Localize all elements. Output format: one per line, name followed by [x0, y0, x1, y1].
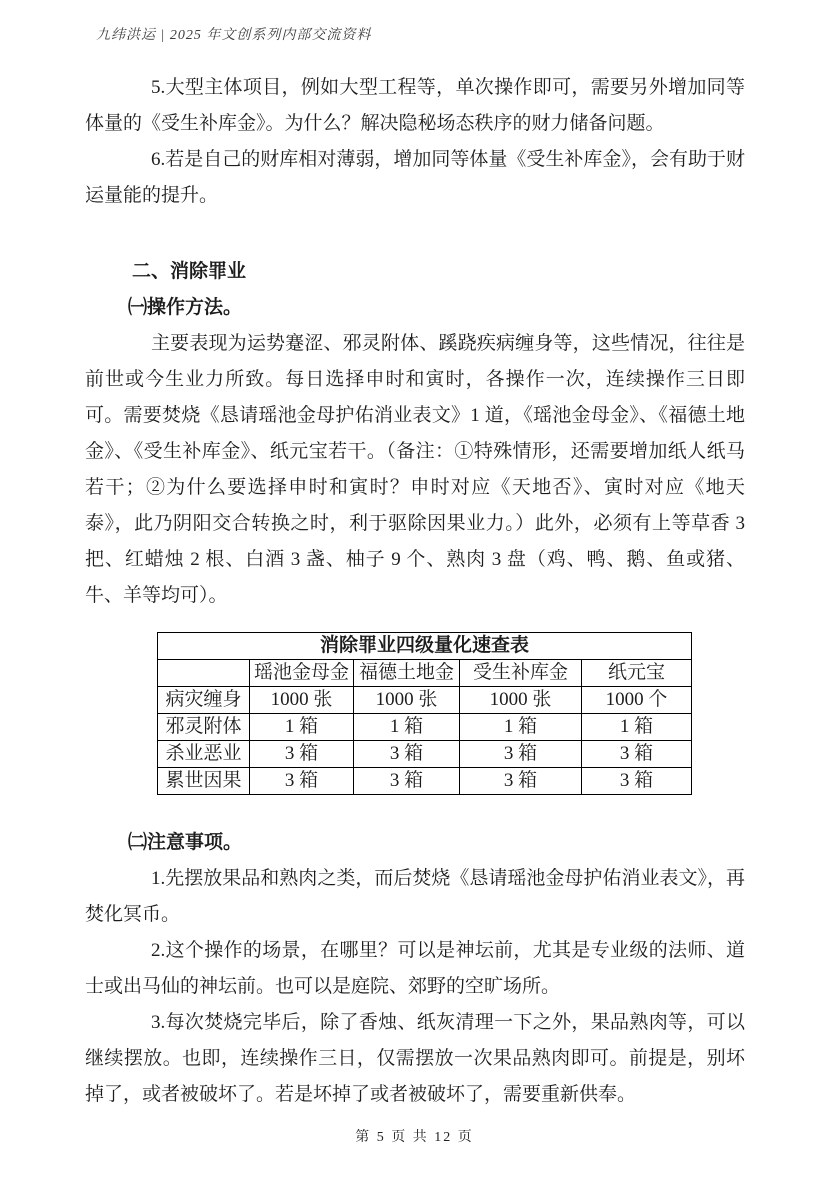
- subsection-heading-notes: ㈡注意事项。: [128, 832, 243, 853]
- table-cell: 1 箱: [354, 714, 460, 741]
- table-cell: 3 箱: [354, 768, 460, 795]
- table-header-cell: 纸元宝: [582, 660, 692, 687]
- table-cell: 1 箱: [250, 714, 354, 741]
- table-cell: 1 箱: [460, 714, 582, 741]
- table-header-cell: 受生补库金: [460, 660, 582, 687]
- table-cell: 1000 张: [460, 687, 582, 714]
- page-footer: 第 5 页 共 12 页: [355, 1130, 474, 1145]
- note-paragraph-2: 2.这个操作的场景，在哪里？可以是神坛前，尤其是专业级的法师、道士或出马仙的神坛前。也可以是庭院、郊野的空旷场所。: [85, 940, 745, 997]
- row-label: 杀业恶业: [158, 741, 250, 768]
- row-label: 病灾缠身: [158, 687, 250, 714]
- table-cell: 1000 个: [582, 687, 692, 714]
- method-paragraph: 主要表现为运势蹇涩、邪灵附体、蹊跷疾病缠身等，这些情况，往往是前世或今生业力所致。每日选择申时和寅时，各操作一次，连续操作三日即可。需要焚烧《恳请瑶池金母护佑消业表文》1 道，《瑶池金母金》、《福德土地金》、《受生补库金》、纸元宝若干。（备注：①特殊情形，还需要增加纸人纸马若干；②为什么要选择申时和寅时？申时对应《天地否》、寅时对应《地天泰》，此乃阴阳交合转换之时，利于驱除因果业力。）此外，必须有上等草香 3 把、红蜡烛 2 根、白酒 3 盏、柚子 9 个、熟肉 3 盘（鸡、鸭、鹅、鱼或猪、牛、羊等均可）。: [85, 333, 745, 606]
- table-cell: 3 箱: [354, 741, 460, 768]
- section-heading: 二、消除罪业: [132, 261, 247, 282]
- table-title-row: [158, 633, 692, 660]
- table-header-row: [158, 660, 692, 687]
- row-label: 邪灵附体: [158, 714, 250, 741]
- subsection-heading-method: ㈠操作方法。: [128, 297, 243, 318]
- table-header-cell: 福德土地金: [354, 660, 460, 687]
- table-title: 消除罪业四级量化速查表: [158, 633, 692, 660]
- paragraph-item-5: 5.大型主体项目，例如大型工程等，单次操作即可，需要另外增加同等体量的《受生补库金》。为什么？解决隐秘场态秩序的财力储备问题。: [85, 77, 745, 134]
- table-row: [158, 714, 692, 741]
- note-paragraph-3: 3.每次焚烧完毕后，除了香烛、纸灰清理一下之外，果品熟肉等，可以继续摆放。也即，连续操作三日，仅需摆放一次果品熟肉即可。前提是，别坏掉了，或者被破坏了。若是坏掉了或者被破坏了，需要重新供奉。: [85, 1012, 745, 1105]
- table-row: [158, 768, 692, 795]
- offerings-quantity-table: [157, 632, 692, 795]
- table-cell: 3 箱: [250, 741, 354, 768]
- row-label: 累世因果: [158, 768, 250, 795]
- table-cell: 1000 张: [354, 687, 460, 714]
- table-cell: 1 箱: [582, 714, 692, 741]
- paragraph-item-6: 6.若是自己的财库相对薄弱，增加同等体量《受生补库金》，会有助于财运量能的提升。: [85, 149, 745, 206]
- table-cell: 1000 张: [250, 687, 354, 714]
- table-row: [158, 687, 692, 714]
- document-body: [85, 70, 745, 1113]
- table-row: [158, 741, 692, 768]
- table-cell: 3 箱: [250, 768, 354, 795]
- table-header-cell: 瑶池金母金: [250, 660, 354, 687]
- table-cell: 3 箱: [460, 741, 582, 768]
- table-cell: 3 箱: [582, 741, 692, 768]
- table-cell: 3 箱: [460, 768, 582, 795]
- page-header: 九纬洪运 | 2025 年文创系列内部交流资料: [96, 28, 372, 43]
- table-header-cell: [158, 660, 250, 687]
- table-cell: 3 箱: [582, 768, 692, 795]
- note-paragraph-1: 1.先摆放果品和熟肉之类，而后焚烧《恳请瑶池金母护佑消业表文》，再焚化冥币。: [85, 868, 745, 925]
